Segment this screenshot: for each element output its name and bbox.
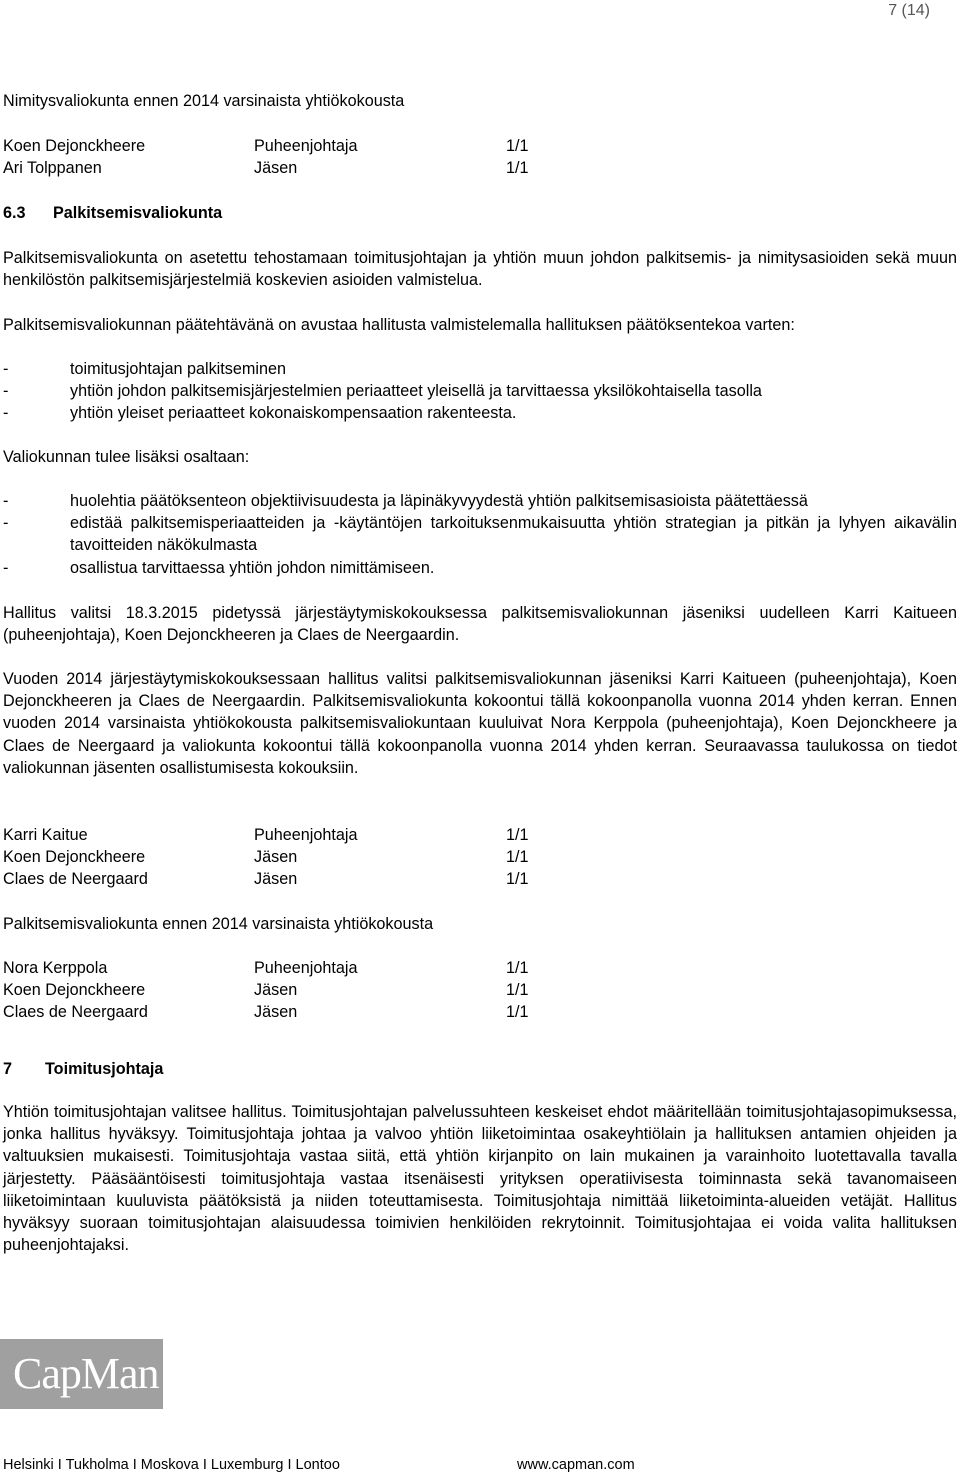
member-name: Koen Dejonckheere — [3, 137, 146, 155]
table-row — [3, 135, 957, 157]
additional-task-list — [3, 490, 957, 579]
member-attendance: 1/1 — [506, 137, 529, 155]
member-role: Jäsen — [254, 981, 298, 1000]
remuneration-before-table — [3, 957, 957, 1024]
member-role: Puheenjohtaja — [254, 826, 358, 844]
remuneration-before-heading: Palkitsemisvaliokunta ennen 2014 varsinaista yhtiökokousta — [3, 915, 434, 933]
section-title: Palkitsemisvaliokunta — [53, 204, 223, 222]
member-name: Nora Kerppola — [3, 959, 108, 977]
capman-logo — [0, 1339, 163, 1409]
member-name: Koen Dejonckheere — [3, 981, 146, 1000]
member-name: Claes de Neergaard — [3, 870, 148, 889]
member-name: Karri Kaitue — [3, 826, 88, 844]
member-attendance: 1/1 — [506, 826, 529, 844]
table-row — [3, 846, 957, 868]
list-item: - yhtiön johdon palkitsemisjärjestelmien periaatteet yleisellä ja tarvittaessa yksilökohtaisella tasolla — [3, 380, 957, 402]
member-name: Claes de Neergaard — [3, 1003, 148, 1022]
list-item: - yhtiön yleiset periaatteet kokonaiskompensaation rakenteesta. — [3, 402, 957, 424]
table-row — [3, 824, 957, 846]
section-number: 6.3 — [3, 204, 26, 222]
additional-intro: Valiokunnan tulee lisäksi osaltaan: — [3, 448, 250, 466]
member-role: Jäsen — [254, 1003, 298, 1022]
remuneration-task-list — [3, 358, 957, 425]
member-attendance: 1/1 — [506, 848, 529, 867]
list-item: - huolehtia päätöksenteon objektiivisuudesta ja läpinäkyvyydestä yhtiön palkitsemisasioista päätettäessä — [3, 490, 957, 512]
list-item: - osallistua tarvittaessa yhtiön johdon nimittämiseen. — [3, 557, 957, 579]
member-attendance: 1/1 — [506, 959, 529, 977]
member-role: Puheenjohtaja — [254, 959, 358, 977]
list-item: - toimitusjohtajan palkitseminen — [3, 358, 957, 380]
table-row — [3, 979, 957, 1001]
section-number: 7 — [3, 1060, 13, 1078]
table-row — [3, 1001, 957, 1023]
member-attendance: 1/1 — [506, 870, 529, 889]
member-role: Jäsen — [254, 159, 298, 178]
member-role: Jäsen — [254, 848, 298, 867]
member-name: Ari Tolppanen — [3, 159, 102, 178]
remuneration-intro: Palkitsemisvaliokunta on asetettu tehostamaan toimitusjohtajan ja yhtiön muun johdon palkitsemis- ja nimitysasioiden sekä muun henkilöstön palkitsemisjärjestelmiä koskevien asioiden valmistelua. — [3, 249, 957, 290]
nomination-before-table — [3, 135, 957, 179]
member-attendance: 1/1 — [506, 159, 529, 178]
member-attendance: 1/1 — [506, 981, 529, 1000]
paragraph-2015: Hallitus valitsi 18.3.2015 pidetyssä järjestäytymiskokouksessa palkitsemisvaliokunnan jäseniksi uudelleen Karri Kaitueen (puheenjohtaja), Koen Dejonckheeren ja Claes de Neergaardin. — [3, 604, 957, 645]
member-role: Jäsen — [254, 870, 298, 889]
remuneration-current-table — [3, 824, 957, 891]
logo-text: CapMan — [13, 1349, 159, 1398]
table-row — [3, 868, 957, 890]
ceo-paragraph: Yhtiön toimitusjohtajan valitsee hallitus. Toimitusjohtajan palvelussuhteen keskeiset ehdot määritellään toimitusjohtajasopimuksessa, jonka hallitus hyväksyy. Toimitusjohtaja johtaa ja valvoo yhtiön liiketoimintaa osakeyhtiölain ja hallituksen antamien ohjeiden ja valtuuksien mukaisesti. Toimitusjohtaja vastaa siitä, että yhtiön kirjanpito on lain mukainen ja varainhoito luotettavalla tavalla järjestetty. Pääsääntöisesti toimitusjohtaja vastaa itsenäisesti yrityksen operatiivisesta toiminnasta sekä tavanomaiseen liiketoimintaan kuuluvista päätöksistä ja niiden toteuttamisesta. Toimitusjohtaja nimittää liiketoiminta-alueiden vetäjät. Hallitus hyväksyy suoraan toimitusjohtajan alaisuudessa toimivien henkilöiden rekrytoinnit. Toimitusjohtajaa ei voida valita hallituksen puheenjohtajaksi. — [3, 1103, 957, 1255]
nomination-before-heading: Nimitysvaliokunta ennen 2014 varsinaista yhtiökokousta — [3, 92, 405, 110]
page-number: 7 (14) — [888, 2, 930, 19]
section-heading-6-3 — [3, 202, 957, 224]
section-title: Toimitusjohtaja — [45, 1060, 164, 1078]
footer-website-link[interactable]: www.capman.com — [517, 1457, 635, 1473]
member-name: Koen Dejonckheere — [3, 848, 146, 867]
section-heading-7 — [3, 1058, 957, 1080]
paragraph-2014: Vuoden 2014 järjestäytymiskokouksessaan hallitus valitsi palkitsemisvaliokunnan jäseniksi Karri Kaitueen (puheenjohtaja), Koen Dejonckheeren ja Claes de Neergaardin. Palkitsemisvaliokunta kokoontui tällä kokoonpanolla vuonna 2014 yhden kerran. Ennen vuoden 2014 varsinaista yhtiökokousta palkitsemisvaliokuntaan kuuluivat Nora Kerppola (puheenjohtaja), Koen Dejonckheere ja Claes de Neergaard ja valiokunta kokoontui tällä kokoonpanolla vuonna 2014 yhden kerran. Seuraavassa taulukossa on tiedot valiokunnan jäsenten osallistumisesta kokouksiin. — [3, 670, 957, 777]
table-row — [3, 157, 957, 179]
footer-cities: Helsinki I Tukholma I Moskova I Luxemburg I Lontoo — [3, 1457, 340, 1473]
list-item: - edistää palkitsemisperiaatteiden ja -käytäntöjen tarkoituksenmukaisuutta yhtiön strategian ja pitkän ja lyhyen aikavälin tavoitteiden näkökulmasta — [3, 512, 957, 556]
member-role: Puheenjohtaja — [254, 137, 358, 155]
member-attendance: 1/1 — [506, 1003, 529, 1022]
remuneration-main-task: Palkitsemisvaliokunnan päätehtävänä on avustaa hallitusta valmistelemalla hallituksen päätöksentekoa varten: — [3, 316, 795, 334]
table-row — [3, 957, 957, 979]
